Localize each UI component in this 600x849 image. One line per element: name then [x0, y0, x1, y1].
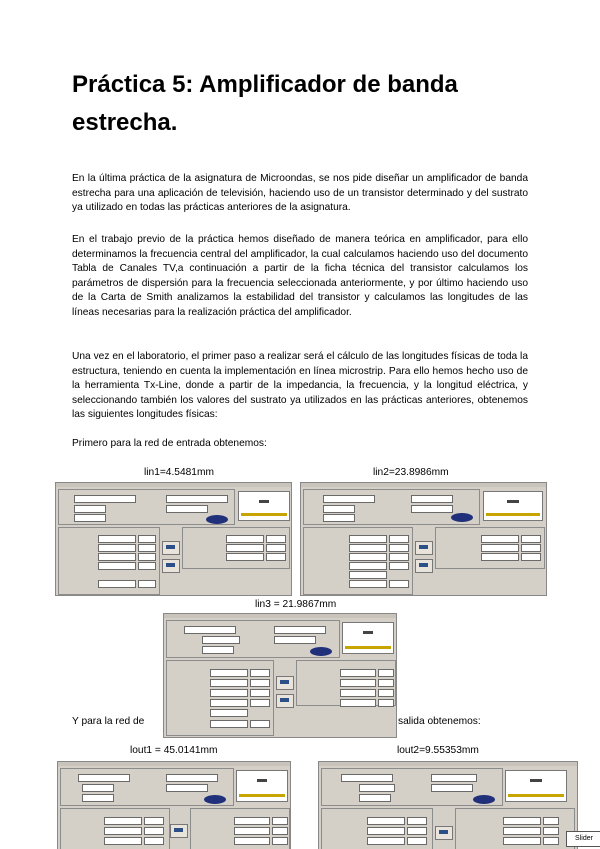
txline-input-field[interactable]	[250, 699, 270, 707]
txline-input-field[interactable]	[431, 784, 473, 792]
paragraph-laboratory: Una vez en el laboratorio, el primer paso a realizar será el cálculo de las longitudes físicas de toda la estructura, teniendo en cuenta la implementación en línea microstrip. Para ello hemos hecho uso de la herramienta Tx-Line, donde a partir de la impedancia, la frecuencia, y la longitud eléctrica, y seleccionando también los valores del sustrato ya utilizados en las prácticas anteriores, obtenemos las siguientes longitudes físicas:	[72, 351, 528, 421]
txline-input-field[interactable]	[166, 774, 218, 782]
synthesize-arrow[interactable]	[162, 541, 180, 555]
page-title: Práctica 5: Amplificador de banda estrecha.	[72, 71, 458, 136]
txline-input-field[interactable]	[250, 689, 270, 697]
analyze-arrow[interactable]	[276, 694, 294, 708]
txline-input-field[interactable]	[272, 827, 288, 835]
txline-input-field[interactable]	[389, 544, 409, 552]
txline-input-field[interactable]	[210, 699, 248, 707]
dielectric-select[interactable]	[74, 495, 136, 503]
txline-input-field[interactable]	[521, 544, 541, 552]
txline-input-field[interactable]	[210, 720, 248, 728]
caption-lin3: lin3 = 21.9867mm	[255, 599, 337, 610]
txline-input-field[interactable]	[98, 580, 136, 588]
txline-input-field[interactable]	[389, 562, 409, 570]
txline-input-field[interactable]	[367, 837, 405, 845]
txline-input-field[interactable]	[349, 544, 387, 552]
txline-input-field[interactable]	[210, 709, 248, 717]
txline-input-field[interactable]	[234, 827, 270, 835]
txline-input-field[interactable]	[274, 636, 316, 644]
txline-input-field[interactable]	[431, 774, 477, 782]
slider-label: Slider	[575, 835, 593, 842]
caption-lout1: lout1 = 45.0141mm	[130, 745, 218, 756]
txline-input-field[interactable]	[323, 495, 375, 503]
txline-input-field[interactable]	[359, 794, 391, 802]
exit-text-before: Y para la red de	[72, 716, 145, 727]
txline-input-field[interactable]	[407, 817, 427, 825]
synthesize-arrow[interactable]	[435, 826, 453, 840]
txline-input-field[interactable]	[210, 669, 248, 677]
txline-title-bar	[319, 762, 577, 766]
txline-input-field[interactable]	[98, 553, 136, 561]
synthesize-arrow[interactable]	[170, 824, 188, 838]
txline-input-field[interactable]	[184, 626, 236, 634]
txline-input-field[interactable]	[138, 544, 156, 552]
txline-input-field[interactable]	[138, 535, 156, 543]
txline-input-field[interactable]	[411, 495, 453, 503]
txline-input-field[interactable]	[202, 646, 234, 654]
txline-input-field[interactable]	[104, 817, 142, 825]
txline-input-field[interactable]	[521, 535, 541, 543]
txline-input-field[interactable]	[166, 505, 208, 513]
txline-screenshot-lin2	[300, 482, 547, 596]
txline-screenshot-lin3	[163, 613, 397, 738]
txline-title-bar	[164, 614, 396, 618]
txline-input-field[interactable]	[78, 774, 130, 782]
analyze-arrow[interactable]	[162, 559, 180, 573]
txline-title-bar	[58, 762, 290, 766]
txline-input-field[interactable]	[250, 669, 270, 677]
txline-input-field[interactable]	[340, 679, 376, 687]
txline-input-field[interactable]	[349, 571, 387, 579]
conductor-select[interactable]	[166, 495, 228, 503]
txline-input-field[interactable]	[503, 827, 541, 835]
txline-input-field[interactable]	[234, 837, 270, 845]
microstrip-diagram	[342, 622, 394, 654]
caption-lout2: lout2=9.55353mm	[397, 745, 479, 756]
txline-input-field[interactable]	[272, 837, 288, 845]
txline-input-field[interactable]	[98, 535, 136, 543]
txline-input-field[interactable]	[378, 699, 394, 707]
txline-input-field[interactable]	[323, 505, 355, 513]
tool-logo	[473, 795, 495, 804]
txline-input-field[interactable]	[349, 562, 387, 570]
txline-input-field[interactable]	[74, 505, 106, 513]
txline-input-field[interactable]	[144, 827, 164, 835]
paragraph-previous-work: En el trabajo previo de la práctica hemos diseñado de manera teórica en amplificador, para ello determinamos la frecuencia central del amplificador, la cual calculamos haciendo uso del documento Tabla de Canales TV,a continuación a partir de la ficha técnica del transistor calculamos los parámetros de dispersión para la frecuencia seleccionada anteriormente, y por último haciendo uso de la Carta de Smith analizamos la estabilidad del transistor y calculamos las longitudes de las líneas necesarias para la realización práctica del amplificador.	[72, 234, 528, 318]
txline-input-field[interactable]	[210, 679, 248, 687]
txline-input-field[interactable]	[226, 553, 264, 561]
txline-input-field[interactable]	[323, 514, 355, 522]
txline-input-field[interactable]	[274, 626, 326, 634]
txline-input-field[interactable]	[389, 553, 409, 561]
txline-input-field[interactable]	[407, 837, 427, 845]
txline-screenshot-lout2	[318, 761, 578, 849]
txline-input-field[interactable]	[503, 837, 541, 845]
txline-input-field[interactable]	[340, 689, 376, 697]
txline-input-field[interactable]	[407, 827, 427, 835]
txline-input-field[interactable]	[144, 837, 164, 845]
microstrip-diagram	[238, 491, 290, 521]
txline-input-field[interactable]	[411, 505, 453, 513]
tool-logo	[451, 513, 473, 522]
txline-input-field[interactable]	[104, 837, 142, 845]
txline-screenshot-lin1	[55, 482, 292, 596]
microstrip-diagram	[236, 770, 288, 802]
txline-input-field[interactable]	[378, 669, 394, 677]
txline-input-field[interactable]	[378, 679, 394, 687]
microstrip-diagram	[483, 491, 543, 521]
tool-logo	[204, 795, 226, 804]
txline-input-field[interactable]	[202, 636, 240, 644]
txline-input-field[interactable]	[521, 553, 541, 561]
txline-input-field[interactable]	[481, 553, 519, 561]
txline-input-field[interactable]	[272, 817, 288, 825]
txline-input-field[interactable]	[250, 720, 270, 728]
txline-input-field[interactable]	[266, 535, 286, 543]
synthesize-arrow[interactable]	[415, 541, 433, 555]
txline-input-field[interactable]	[250, 679, 270, 687]
txline-input-field[interactable]	[341, 774, 393, 782]
txline-input-field[interactable]	[359, 784, 395, 792]
synthesize-arrow[interactable]	[276, 676, 294, 690]
txline-input-field[interactable]	[543, 837, 559, 845]
txline-input-field[interactable]	[266, 544, 286, 552]
txline-input-field[interactable]	[234, 817, 270, 825]
txline-input-field[interactable]	[98, 544, 136, 552]
txline-input-field[interactable]	[104, 827, 142, 835]
txline-input-field[interactable]	[367, 817, 405, 825]
txline-input-field[interactable]	[378, 689, 394, 697]
analyze-arrow[interactable]	[415, 559, 433, 573]
txline-input-field[interactable]	[503, 817, 541, 825]
txline-input-field[interactable]	[340, 699, 376, 707]
caption-lin2: lin2=23.8986mm	[373, 467, 449, 478]
txline-input-field[interactable]	[166, 784, 208, 792]
paragraph-input-network: Primero para la red de entrada obtenemos:	[72, 438, 267, 449]
txline-input-field[interactable]	[74, 514, 106, 522]
txline-input-field[interactable]	[349, 553, 387, 561]
txline-input-field[interactable]	[349, 580, 387, 588]
txline-input-field[interactable]	[389, 535, 409, 543]
tool-logo	[206, 515, 228, 524]
txline-input-field[interactable]	[543, 827, 559, 835]
txline-input-field[interactable]	[349, 535, 387, 543]
txline-input-field[interactable]	[226, 535, 264, 543]
microstrip-diagram	[505, 770, 567, 802]
paragraph-intro: En la última práctica de la asignatura de Microondas, se nos pide diseñar un amplificador de banda estrecha para una aplicación de televisión, haciendo uso de un transistor determinado y del sustrato ya utilizado en todas las prácticas anteriores de la asignatura.	[72, 173, 528, 214]
caption-lin1: lin1=4.5481mm	[144, 467, 214, 478]
txline-input-field[interactable]	[481, 544, 519, 552]
txline-input-field[interactable]	[226, 544, 264, 552]
txline-input-field[interactable]	[98, 562, 136, 570]
txline-input-field[interactable]	[82, 784, 114, 792]
txline-screenshot-lout1	[57, 761, 291, 849]
slider-tooltip	[566, 831, 600, 847]
txline-input-field[interactable]	[340, 669, 376, 677]
txline-input-field[interactable]	[144, 817, 164, 825]
txline-title-bar	[301, 483, 546, 487]
tool-logo	[310, 647, 332, 656]
txline-input-field[interactable]	[138, 562, 156, 570]
txline-input-field[interactable]	[138, 580, 156, 588]
txline-input-field[interactable]	[138, 553, 156, 561]
txline-input-field[interactable]	[82, 794, 114, 802]
txline-input-field[interactable]	[389, 580, 409, 588]
txline-input-field[interactable]	[266, 553, 286, 561]
txline-input-field[interactable]	[543, 817, 559, 825]
txline-input-field[interactable]	[481, 535, 519, 543]
txline-input-field[interactable]	[367, 827, 405, 835]
exit-text-after: salida obtenemos:	[398, 716, 481, 727]
txline-title-bar	[56, 483, 291, 487]
txline-input-field[interactable]	[210, 689, 248, 697]
